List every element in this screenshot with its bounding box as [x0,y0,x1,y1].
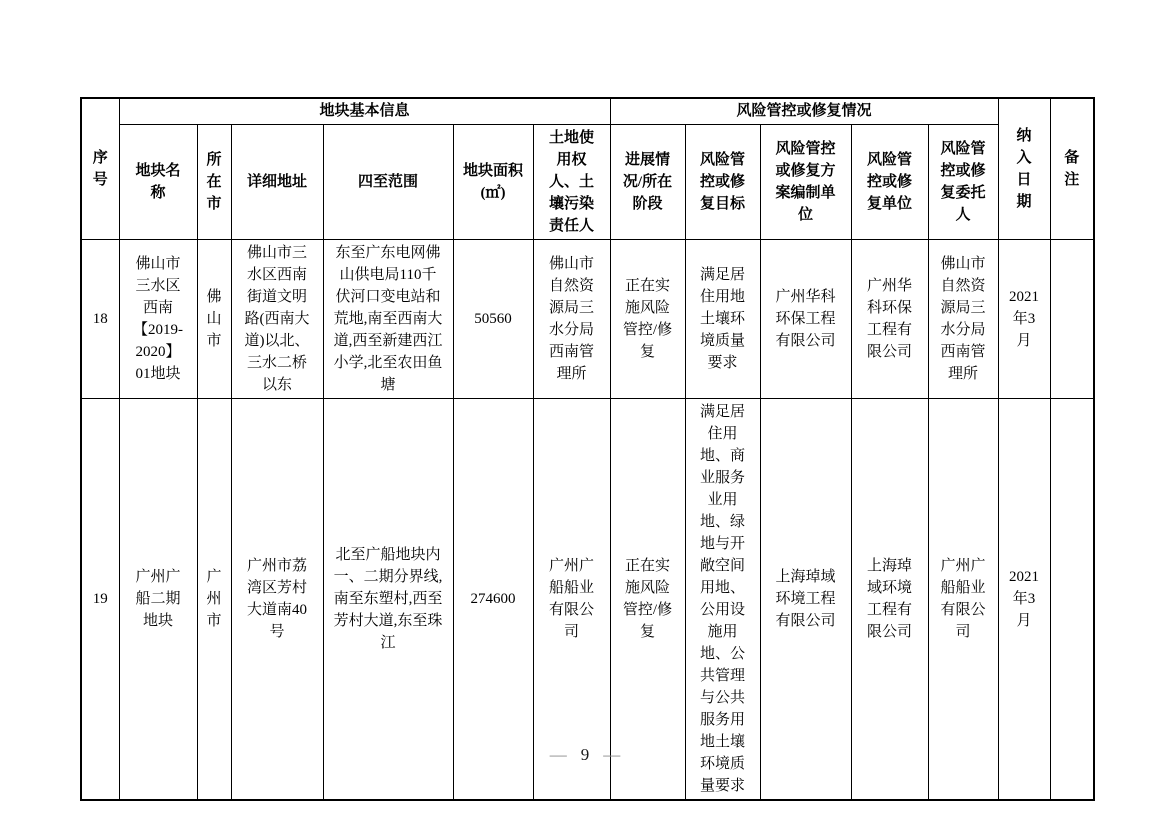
cell-city: 佛山市 [197,239,231,398]
cell-area: 50560 [453,239,533,398]
cell-plan-unit: 上海琸域环境工程有限公司 [760,398,851,800]
table-row-19 [81,398,1094,800]
footer-right-dash: — [603,745,621,764]
cell-plan-unit: 广州华科环保工程有限公司 [760,239,851,398]
col-header-repair-unit: 风险管控或修复单位 [851,124,928,239]
col-header-progress: 进展情况/所在阶段 [610,124,685,239]
table-row-18 [81,239,1094,398]
cell-client: 广州广船船业有限公司 [928,398,998,800]
cell-boundaries: 北至广船地块内一、二期分界线,南至东塑村,西至芳村大道,东至珠江 [323,398,453,800]
cell-repair-unit: 广州华科环保工程有限公司 [851,239,928,398]
col-header-client: 风险管控或修复委托人 [928,124,998,239]
page-number: 9 [580,745,590,764]
col-header-parcel-name: 地块名称 [119,124,197,239]
col-header-remark: 备注 [1050,98,1094,239]
col-header-include-date: 纳入日期 [998,98,1050,239]
cell-city: 广州市 [197,398,231,800]
table-group-header-row [81,98,1094,124]
cell-parcel-name: 佛山市三水区西南【2019-2020】01地块 [119,239,197,398]
cell-land-user: 佛山市自然资源局三水分局西南管理所 [533,239,610,398]
group-header-basic-info: 地块基本信息 [119,98,610,124]
col-header-area: 地块面积(㎡) [453,124,533,239]
cell-remark [1050,398,1094,800]
cell-address: 广州市荔湾区芳村大道南40号 [231,398,323,800]
page-footer [0,745,1170,765]
col-header-city: 所在市 [197,124,231,239]
col-header-address: 详细地址 [231,124,323,239]
col-header-boundaries: 四至范围 [323,124,453,239]
col-header-serial: 序号 [81,98,119,239]
cell-boundaries: 东至广东电网佛山供电局110千伏河口变电站和荒地,南至西南大道,西至新建西江小学,北至农田鱼塘 [323,239,453,398]
cell-target: 满足居住用地土壤环境质量要求 [685,239,760,398]
col-header-target: 风险管控或修复目标 [685,124,760,239]
cell-land-user: 广州广船船业有限公司 [533,398,610,800]
land-parcel-risk-table [80,97,1095,801]
cell-area: 274600 [453,398,533,800]
cell-progress: 正在实施风险管控/修复 [610,239,685,398]
footer-left-dash: — [549,745,567,764]
cell-repair-unit: 上海琸域环境工程有限公司 [851,398,928,800]
cell-parcel-name: 广州广船二期地块 [119,398,197,800]
col-header-plan-unit: 风险管控或修复方案编制单位 [760,124,851,239]
cell-progress: 正在实施风险管控/修复 [610,398,685,800]
table-subheader-row [81,124,1094,239]
cell-address: 佛山市三水区西南街道文明路(西南大道)以北、三水二桥以东 [231,239,323,398]
cell-client: 佛山市自然资源局三水分局西南管理所 [928,239,998,398]
cell-target: 满足居住用地、商业服务业用地、绿地与开敞空间用地、公用设施用地、公共管理与公共服务用地土壤环境质量要求 [685,398,760,800]
col-header-land-user: 土地使用权人、土壤污染责任人 [533,124,610,239]
cell-serial: 18 [81,239,119,398]
cell-include-date: 2021年3月 [998,398,1050,800]
cell-serial: 19 [81,398,119,800]
group-header-risk-info: 风险管控或修复情况 [610,98,998,124]
cell-remark [1050,239,1094,398]
cell-include-date: 2021年3月 [998,239,1050,398]
